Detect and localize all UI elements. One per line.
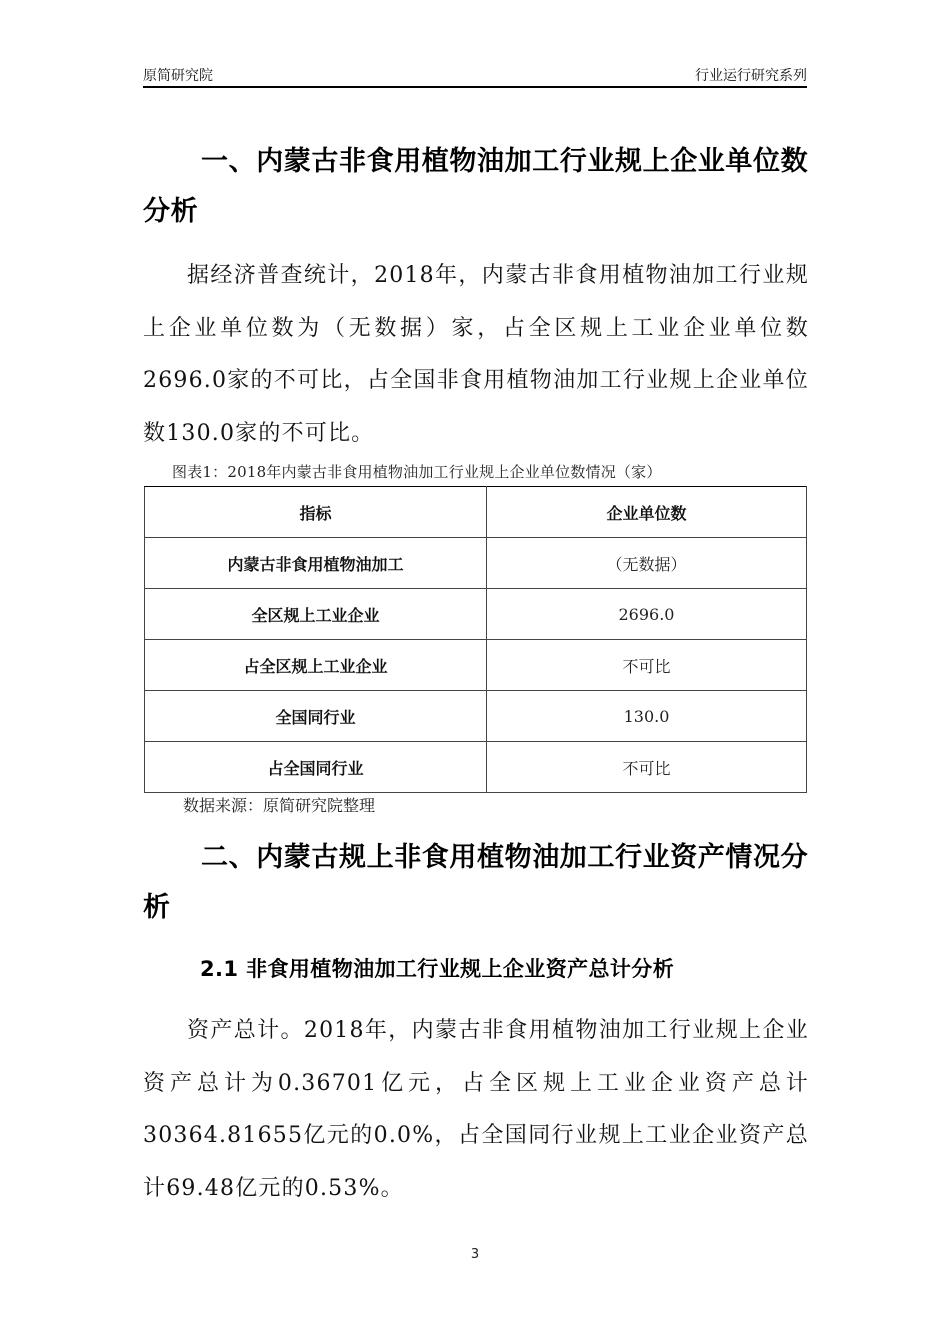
row-label: 占全区规上工业企业 [145, 640, 487, 691]
table-row [145, 640, 807, 691]
header-org-name: 原简研究院 [143, 68, 213, 84]
table-row [145, 742, 807, 793]
row-value: 不可比 [487, 640, 807, 691]
row-value: 不可比 [487, 742, 807, 793]
table-row [145, 538, 807, 589]
table-row [145, 691, 807, 742]
table-row [145, 589, 807, 640]
subsection-2-1-paragraph: 资产总计。2018年，内蒙古非食用植物油加工行业规上企业资产总计为0.36701亿元，占全区规上工业企业资产总计30364.81655亿元的0.0%，占全国同行业规上工业企业资产总计69.48亿元的0.53%。 [143, 1018, 809, 1201]
row-value: 2696.0 [487, 589, 807, 640]
section-1-paragraph: 据经济普查统计，2018年，内蒙古非食用植物油加工行业规上企业单位数为（无数据）家，占全区规上工业企业单位数2696.0家的不可比，占全国非食用植物油加工行业规上企业单位数130.0家的不可比。 [143, 263, 809, 446]
subsection-2-1-heading: 2.1 非食用植物油加工行业规上企业资产总计分析 [200, 957, 675, 981]
section-2-heading: 二、内蒙古规上非食用植物油加工行业资产情况分析 [143, 842, 809, 923]
page-header [143, 64, 807, 88]
table-1-caption: 图表1：2018年内蒙古非食用植物油加工行业规上企业单位数情况（家） [172, 463, 662, 481]
page-number: 3 [470, 1247, 480, 1262]
row-value: （无数据） [487, 538, 807, 589]
header-series-name: 行业运行研究系列 [695, 68, 807, 84]
row-label: 内蒙古非食用植物油加工 [145, 538, 487, 589]
row-label: 全区规上工业企业 [145, 589, 487, 640]
row-label: 全国同行业 [145, 691, 487, 742]
column-header-indicator: 指标 [145, 487, 487, 538]
column-header-enterprise-count: 企业单位数 [487, 487, 807, 538]
row-value: 130.0 [487, 691, 807, 742]
table-header-row [145, 487, 807, 538]
row-label: 占全国同行业 [145, 742, 487, 793]
section-1-heading: 一、内蒙古非食用植物油加工行业规上企业单位数分析 [143, 146, 809, 227]
enterprise-count-table [144, 486, 807, 793]
table-1-source: 数据来源：原简研究院整理 [183, 796, 376, 815]
